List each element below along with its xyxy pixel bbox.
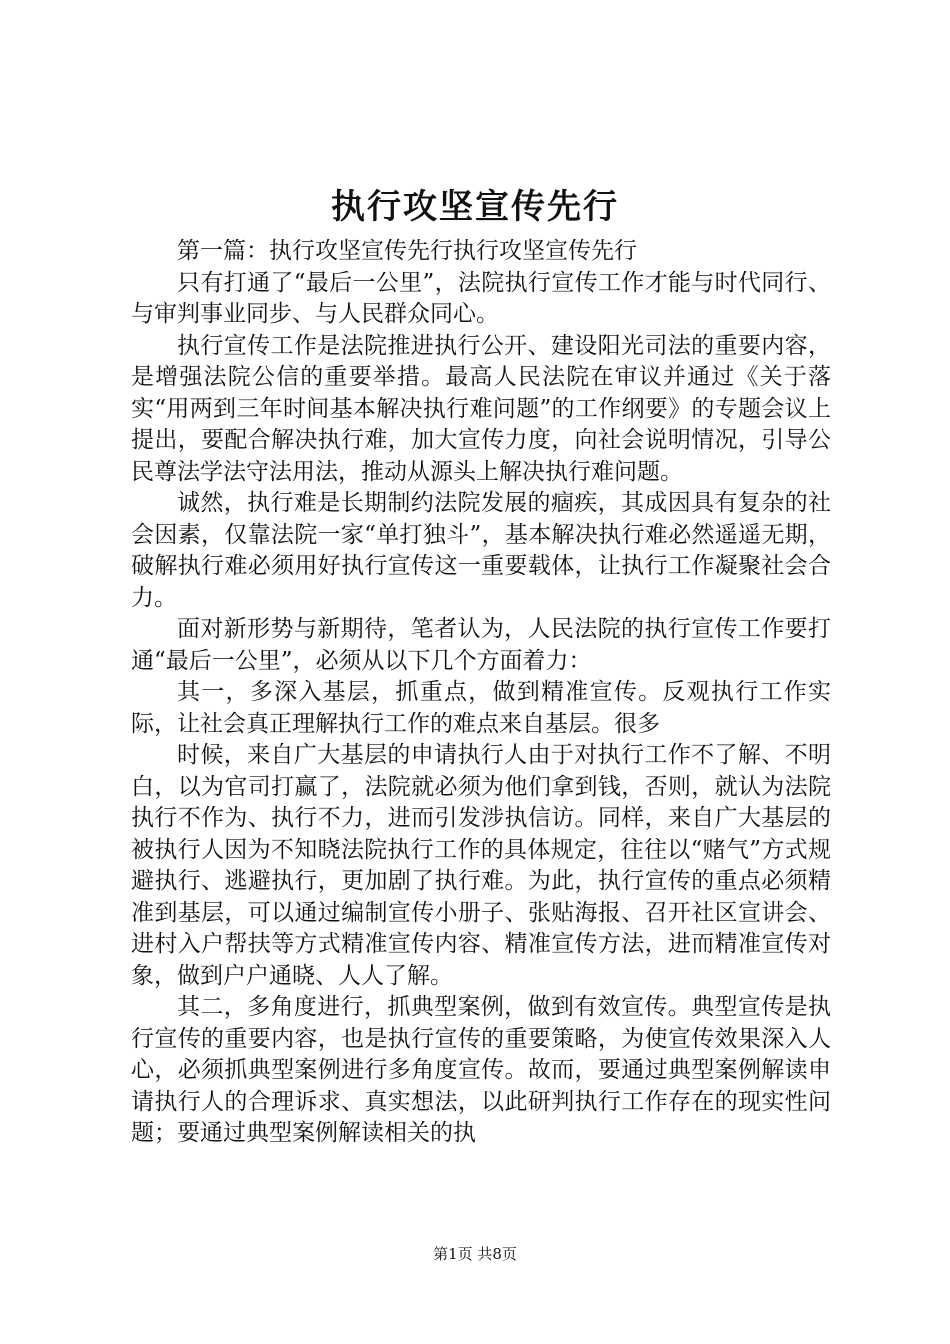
paragraph: 只有打通了“最后一公里”，法院执行宣传工作才能与时代同行、与审判事业同步、与人民群众同心。 (131, 269, 831, 327)
paragraph: 时候，来自广大基层的申请执行人由于对执行工作不了解、不明白，以为官司打赢了，法院就必须为他们拿到钱，否则，就认为法院执行不作为、执行不力，进而引发涉执信访。同样，来自广大基层的被执行人因为不知晓法院执行工作的具体规定，往往以“赌气”方式规避执行、逃避执行，更加剧了执行难。为此，执行宣传的重点必须精准到基层，可以通过编制宣传小册子、张贴海报、召开社区宣讲会、进村入户帮扶等方式精准宣传内容、精准宣传方法，进而精准宣传对象，做到户户通晓、人人了解。 (131, 742, 831, 989)
document-title: 执行攻坚宣传先行 (331, 187, 619, 227)
document-body (131, 236, 831, 1150)
paragraph-section-heading: 第一篇：执行攻坚宣传先行执行攻坚宣传先行 (177, 238, 637, 264)
paragraph: 面对新形势与新期待，笔者认为，人民法院的执行宣传工作要打通“最后一公里”，必须从以下几个方面着力： (131, 616, 831, 674)
paragraph: 其二，多角度进行，抓典型案例，做到有效宣传。典型宣传是执行宣传的重要内容，也是执行宣传的重要策略，为使宣传效果深入人心，必须抓典型案例进行多角度宣传。故而，要通过典型案例解读申请执行人的合理诉求、真实想法，以此研判执行工作存在的现实性问题；要通过典型案例解读相关的执 (131, 994, 831, 1146)
paragraph: 诚然，执行难是长期制约法院发展的痼疾，其成因具有复杂的社会因素，仅靠法院一家“单打独斗”，基本解决执行难必然遥遥无期，破解执行难必须用好执行宣传这一重要载体，让执行工作凝聚社会合力。 (131, 490, 831, 611)
paragraph: 执行宣传工作是法院推进执行公开、建设阳光司法的重要内容，是增强法院公信的重要举措。最高人民法院在审议并通过《关于落实“用两到三年时间基本解决执行难问题”的工作纲要》的专题会议上提出，要配合解决执行难，加大宣传力度，向社会说明情况，引导公民尊法学法守法用法，推动从源头上解决执行难问题。 (131, 332, 831, 485)
page-number-footer: 第1页 共8页 (433, 1245, 517, 1263)
paragraph: 其一，多深入基层，抓重点，做到精准宣传。反观执行工作实际，让社会真正理解执行工作的难点来自基层。很多 (131, 679, 831, 737)
